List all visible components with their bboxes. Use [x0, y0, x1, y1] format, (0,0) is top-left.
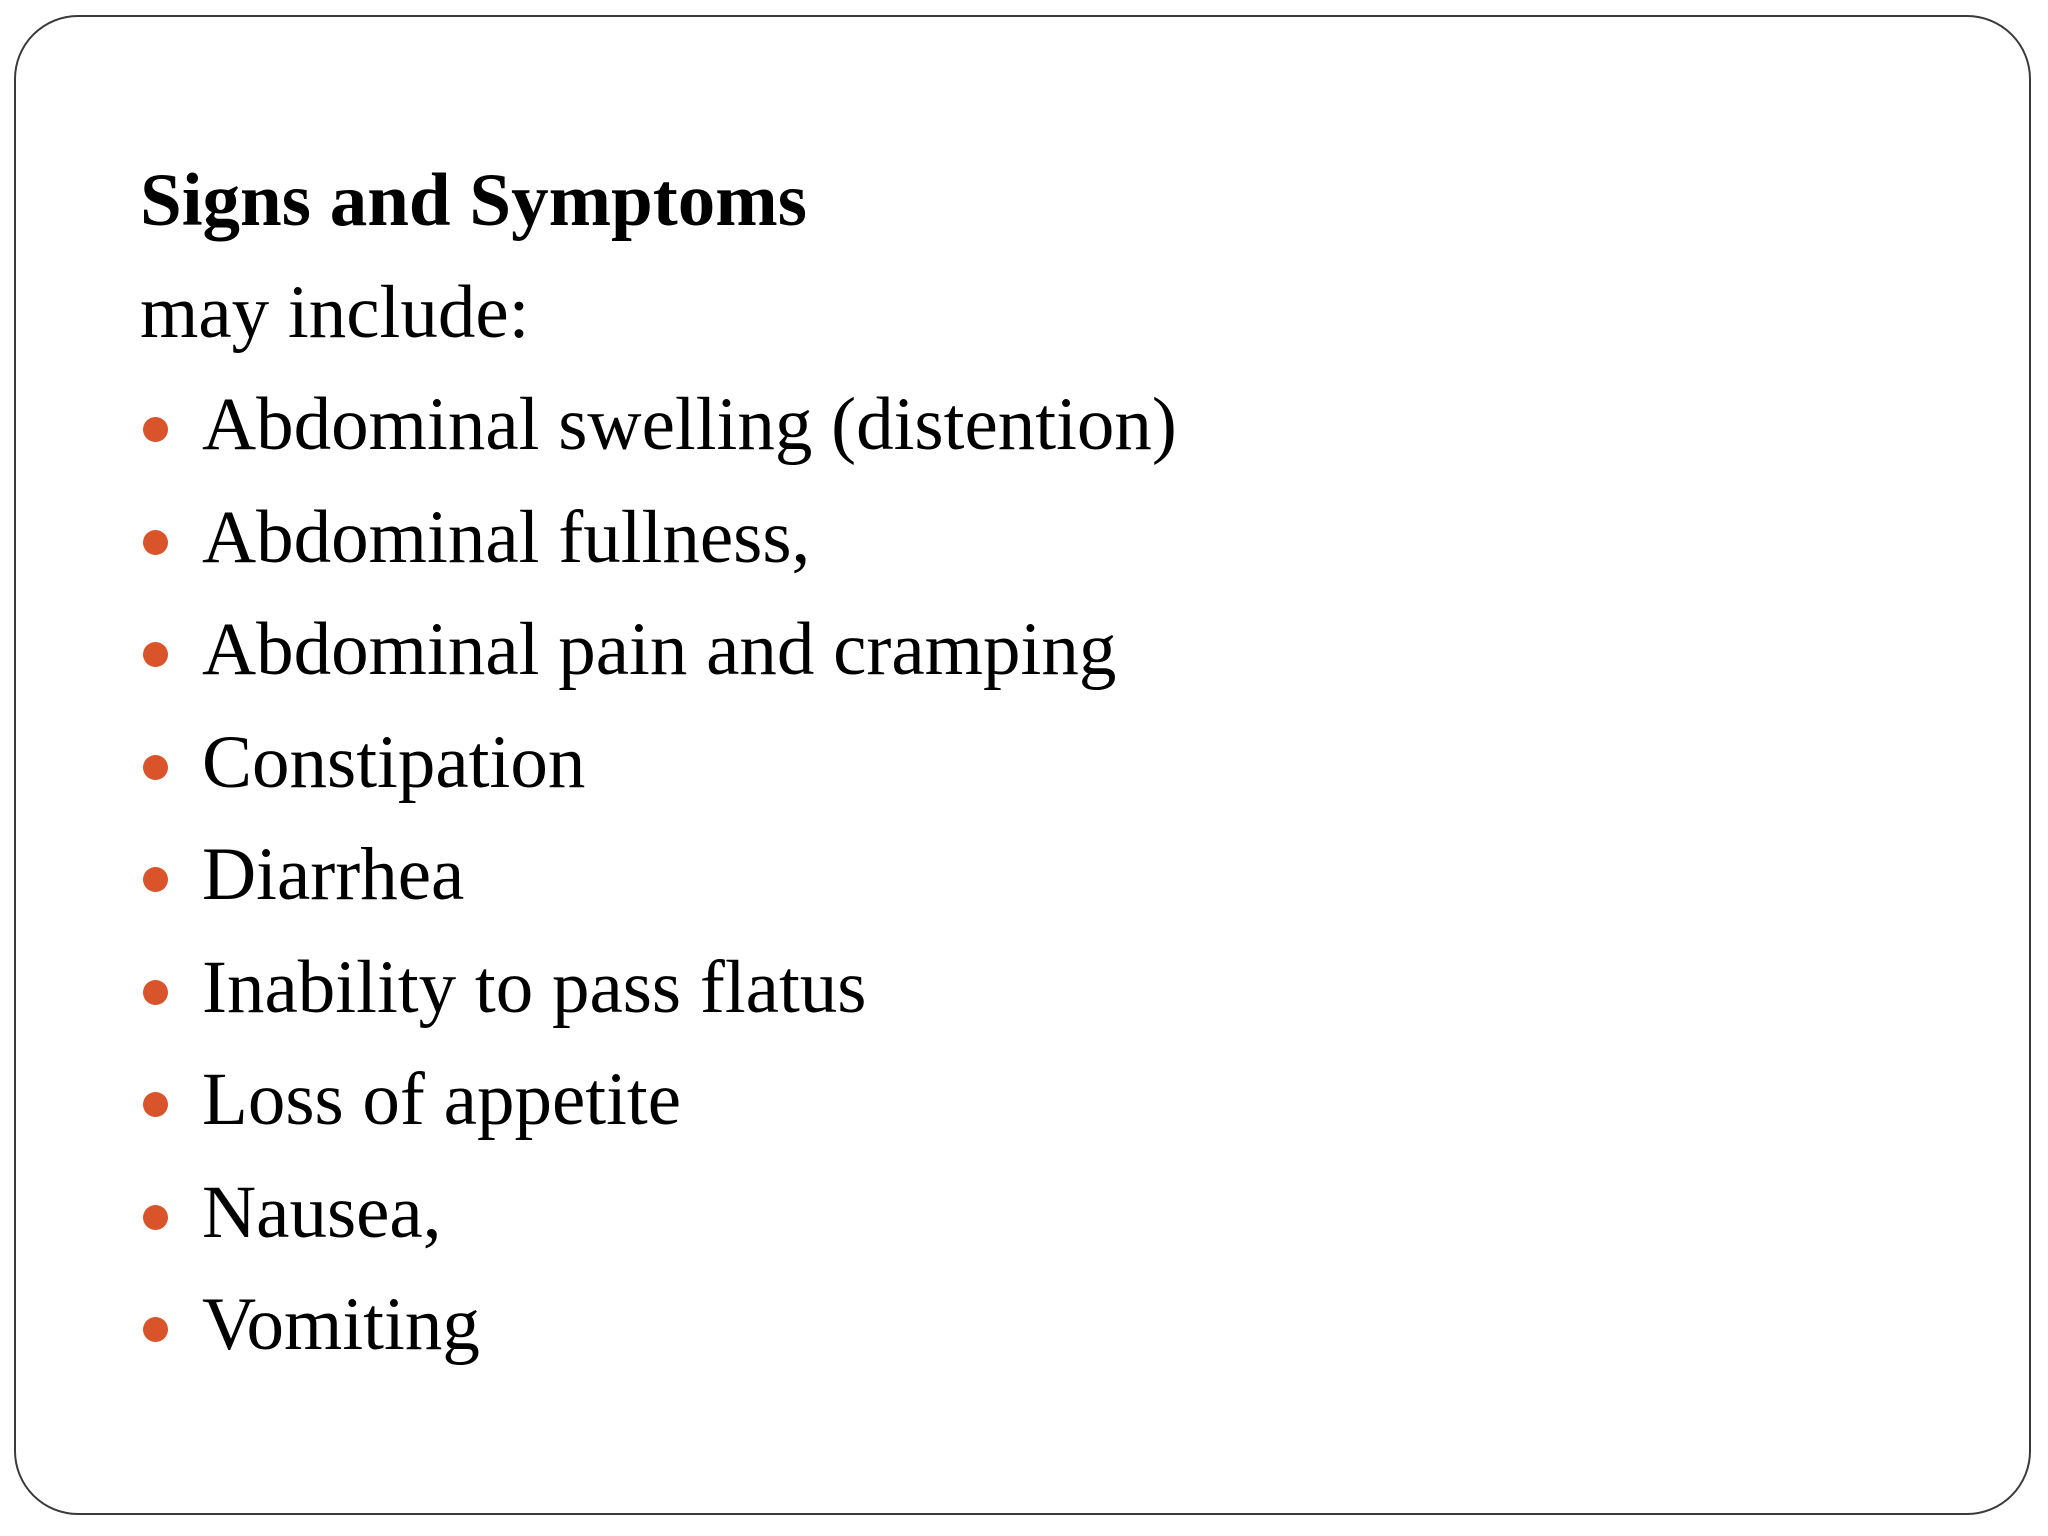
bullet-dot-icon — [143, 1317, 168, 1342]
list-item — [140, 482, 1940, 595]
bullet-dot-icon — [143, 867, 168, 892]
slide-frame — [14, 15, 2031, 1515]
list-item — [140, 1157, 1940, 1270]
bullet-dot-icon — [143, 755, 168, 780]
list-item — [140, 369, 1940, 482]
bullet-dot-icon — [143, 980, 168, 1005]
list-item-text: Loss of appetite — [202, 1058, 682, 1141]
list-item — [140, 594, 1940, 707]
list-item — [140, 707, 1940, 820]
list-item — [140, 1269, 1940, 1382]
list-item — [140, 932, 1940, 1045]
list-item-text: Abdominal fullness, — [202, 495, 811, 579]
list-item-text: Abdominal pain and cramping — [202, 608, 1117, 691]
list-item-text: Nausea, — [202, 1170, 442, 1254]
list-item-text: Diarrhea — [202, 833, 465, 916]
list-item — [140, 1044, 1940, 1157]
list-item-text: Vomiting — [202, 1283, 480, 1366]
list-item-text: Inability to pass flatus — [202, 945, 867, 1029]
bullet-dot-icon — [143, 1205, 168, 1230]
bullet-dot-icon — [143, 642, 168, 667]
slide-content — [140, 145, 1940, 1382]
list-item-text: Abdominal swelling (distention) — [202, 383, 1177, 466]
slide-heading: Signs and Symptoms — [140, 159, 807, 242]
bullet-dot-icon — [143, 1092, 168, 1117]
slide-subheading: may include: — [140, 271, 530, 354]
bullet-dot-icon — [143, 530, 168, 555]
symptom-list — [140, 369, 1940, 1382]
list-item — [140, 819, 1940, 932]
bullet-dot-icon — [143, 417, 168, 442]
list-item-text: Constipation — [202, 720, 586, 804]
